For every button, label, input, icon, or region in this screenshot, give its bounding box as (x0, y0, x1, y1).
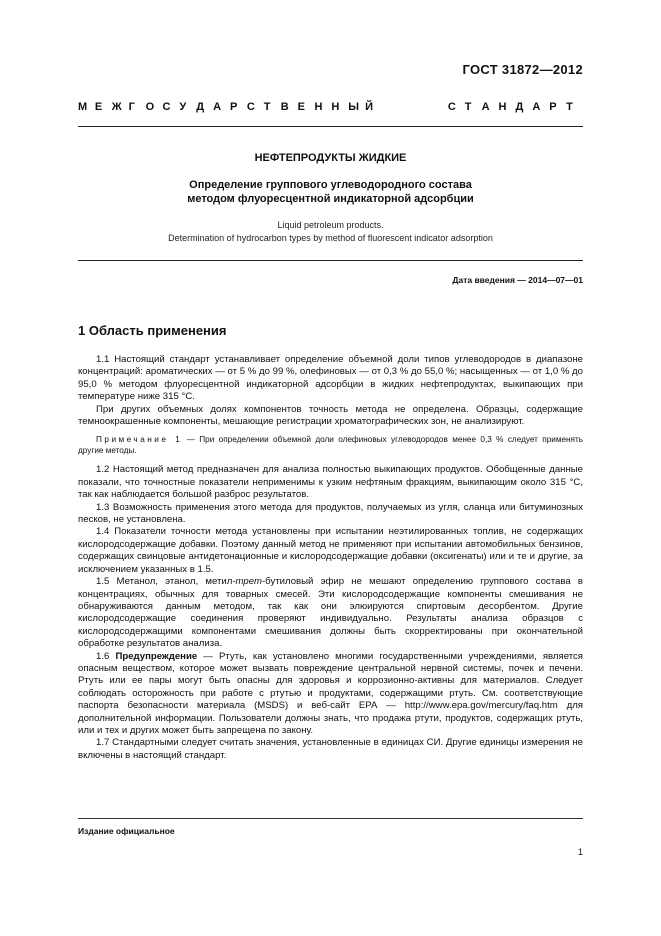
header-divider (78, 126, 583, 127)
heading-letter: О (145, 101, 155, 113)
heading-letter: Н (314, 101, 323, 113)
title-divider (78, 260, 583, 261)
note-label: Примечание 1 (96, 435, 183, 445)
english-title (78, 219, 583, 245)
page-number: 1 (577, 847, 583, 857)
standard-type-heading (78, 101, 583, 113)
heading-letter: В (280, 101, 289, 113)
heading-letter: Ж (111, 101, 122, 113)
heading-letter: Р (230, 101, 238, 113)
heading-letter: А (532, 101, 541, 113)
edition-label: Издание официальное (78, 826, 175, 836)
paragraph-1-4: 1.4 Показатели точности метода установлены при испытании неэтилированных топлив, не содержащих кислородсодержащие добавки. Поэтому данный метод не применяют при испытании автомобильных бензинов, содержащих свинцовые антидетонационные и кислородсодержащие добавки (оксигенаты) или и те и другие, за исключением указанных в 1.5. (78, 526, 583, 575)
section-title: 1 Область применения (78, 323, 227, 338)
heading-letter: Т (566, 101, 573, 113)
paragraph-1-1: 1.1 Настоящий стандарт устанавливает определение объемной доли типов углеводородов в диапазоне концентраций: ароматических — от 5 % до 99 %, олефиновых — от 0,3 % до 55,0 %; насыщенных — от 1,0 % до 95,0 % методом флуоресцентной индикаторной адсорбции в жидких нефтепродуктах, выкипающих при температуре ниже 315 °С. (78, 354, 583, 403)
footer-divider (78, 818, 583, 819)
document-title: НЕФТЕПРОДУКТЫ ЖИДКИЕ (254, 152, 407, 164)
standard-type-word-2 (448, 101, 583, 113)
p15-italic: трет (235, 576, 262, 588)
heading-letter: Н (498, 101, 507, 113)
heading-letter: Т (263, 101, 271, 113)
p15-part-a: 1.5 Метанол, этанол, метил- (96, 576, 236, 588)
heading-letter: У (179, 101, 187, 113)
heading-letter: Ы (348, 101, 360, 113)
subtitle-line-1: Определение группового углеводородного состава (189, 179, 472, 191)
heading-letter: А (213, 101, 222, 113)
heading-letter: Н (331, 101, 340, 113)
paragraph-1-5 (78, 576, 583, 650)
introduction-date: Дата введения — 2014—07—01 (452, 275, 583, 285)
standard-type-word-1 (78, 101, 382, 113)
paragraph-1-2: 1.2 Настоящий метод предназначен для анализа полностью выкипающих продуктов. Обобщенные данные показали, что точностные показатели неприменимы к узким нефтяным фракциям, выкипающим около 315 °С, так как наблюдается большой разброс результатов. (78, 464, 583, 501)
paragraph-1-1b: При других объемных долях компонентов точность метода не определена. Образцы, содержащие темноокрашенные компоненты, мешающие регистрации хроматографических зон, не анализируют. (78, 403, 583, 428)
heading-letter: Т (464, 101, 472, 113)
paragraph-1-3: 1.3 Возможность применения этого метода для продуктов, получаемых из угля, сланца или битуминозных песков, не установлена. (78, 501, 583, 526)
heading-letter: А (481, 101, 490, 113)
note-text: — При определении объемной доли олефиновых углеводородов менее 0,3 % следует применять другие методы. (78, 435, 583, 456)
paragraph-1-7: 1.7 Стандартными следует считать значения, установленные в единицах СИ. Другие единицы измерения не включены в настоящий стандарт. (78, 737, 583, 761)
heading-letter: С (246, 101, 255, 113)
heading-letter: Р (549, 101, 557, 113)
heading-letter: Е (94, 101, 103, 113)
heading-letter: Е (297, 101, 305, 113)
english-title-line-1: Liquid petroleum products. (277, 220, 384, 230)
note-1 (78, 434, 583, 456)
document-code: ГОСТ 31872—2012 (462, 62, 583, 77)
heading-letter: Д (515, 101, 524, 113)
document-subtitle (78, 178, 583, 206)
section-body (78, 354, 583, 762)
heading-letter: Г (128, 101, 135, 113)
p16-text: — Ртуть, как установлено многими государственными учреждениями, является опасным веществом, которое может вызвать повреждение центральной нервной системы, почек и печени. Ртуть или ее пары могут быть опасны для здоровья и коррозионно-активны для материалов. Следует соблюдать осторожность при работе с ртутью и продуктами, содержащими ртуть. См. соответствующие паспорта безопасности материала (MSDS) и веб-сайт ЕРА — http://www.epa.gov/mercury/faq.htm для дополнительной информации. Пользователи должны знать, что продажа ртути, продуктов, содержащих ртуть, или и тех и других может быть запрещена по закону. (78, 650, 583, 736)
paragraph-1-6 (78, 651, 583, 738)
heading-letter: С (162, 101, 171, 113)
heading-letter: С (447, 101, 456, 113)
heading-letter: М (78, 101, 88, 113)
heading-letter: Д (196, 101, 205, 113)
subtitle-line-2: методом флуоресцентной индикаторной адсорбции (187, 193, 474, 205)
english-title-line-2: Determination of hydrocarbon types by method of fluorescent indicator adsorption (168, 233, 493, 243)
heading-letter: Й (365, 101, 374, 113)
p16-number: 1.6 (96, 650, 116, 662)
p15-part-b: -бутиловый эфир не мешают определению группового состава в концентрациях, обычных для товарных смесей. Эти кислородсодержащие компоненты смешивания не обнаруживаются данным методом, так как они элюируются спиртовым десорбентом. Другие кислородсодержащие соединения проверяют индивидуально. Результаты анализа образцов с кислородсодержащими компонентами смешивания должны быть скорректированы при окончательной обработке результатов анализа. (78, 576, 583, 650)
p16-warning-label: Предупреждение (115, 650, 198, 662)
